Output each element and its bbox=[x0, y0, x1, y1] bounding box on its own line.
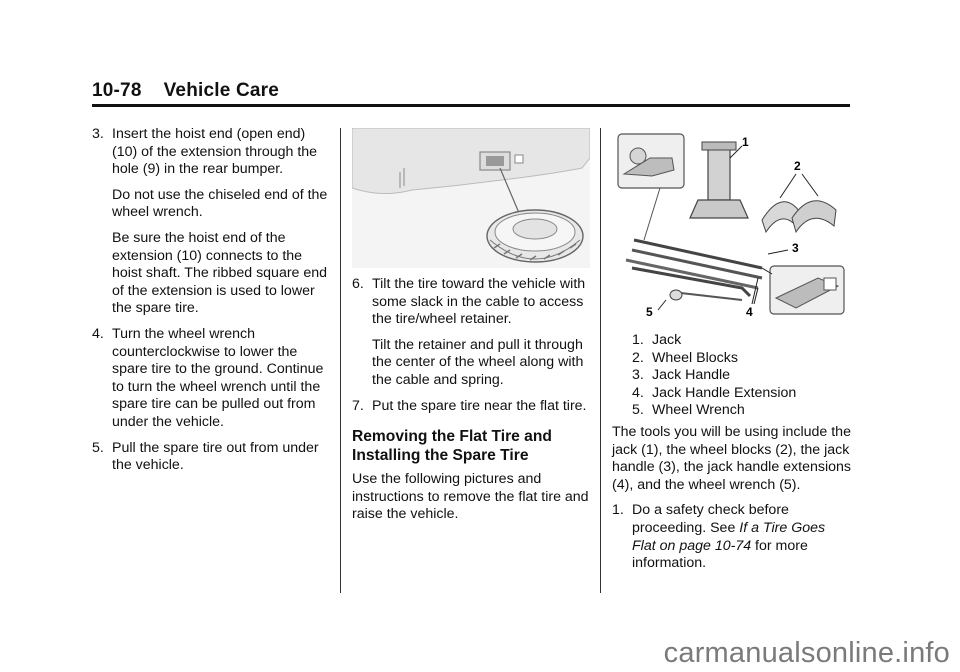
legend-item: 3. Jack Handle bbox=[632, 367, 731, 384]
step-6 bbox=[352, 276, 590, 329]
step-6-note: Tilt the retainer and pull it through the center of the wheel along with the cable and spring. bbox=[372, 336, 584, 388]
step-1 bbox=[612, 502, 852, 572]
step-number: 3. bbox=[92, 126, 104, 142]
step-3 bbox=[92, 126, 332, 179]
callout-2: 2 bbox=[794, 159, 801, 173]
step-number: 6. bbox=[352, 276, 364, 292]
step-4 bbox=[92, 326, 332, 432]
legend-item: 1. Jack bbox=[632, 332, 682, 348]
tools-illustration bbox=[612, 128, 852, 324]
step-number: 5. bbox=[92, 439, 104, 456]
column-1 bbox=[92, 126, 332, 475]
page-number: 10-78 bbox=[92, 80, 142, 101]
callout-3: 3 bbox=[792, 241, 799, 255]
step-5 bbox=[92, 440, 332, 475]
header-rule bbox=[92, 104, 850, 107]
tools-legend bbox=[632, 332, 852, 420]
tools-paragraph: The tools you will be using include the jack (1), the wheel blocks (2), the jack handle (3), the jack handle extensions (4), and the wheel wrench (5). bbox=[612, 423, 851, 493]
step-text: Insert the hoist end (open end) (10) of the extension through the hole (9) in the rear bumper. bbox=[112, 126, 318, 178]
tools-drawing bbox=[612, 128, 852, 324]
intro-paragraph: Use the following pictures and instructions to remove the flat tire and raise the vehicle. bbox=[352, 471, 589, 523]
column-divider-left bbox=[340, 128, 341, 593]
tire-drawing bbox=[352, 128, 590, 268]
legend-item: 5. Wheel Wrench bbox=[632, 402, 745, 419]
step-7 bbox=[352, 398, 590, 416]
legend-item: 4. Jack Handle Extension bbox=[632, 384, 797, 401]
section-heading: Removing the Flat Tire and Installing the Spare Tire bbox=[352, 428, 552, 465]
step-number: 4. bbox=[92, 325, 104, 342]
section-title: Vehicle Care bbox=[163, 80, 280, 101]
legend-item: 2. Wheel Blocks bbox=[632, 349, 738, 366]
column-3 bbox=[612, 332, 852, 573]
step-3-note-2: Be sure the hoist end of the extension (10) connects to the hoist shaft. The ribbed square end of the extension is used to lower the spare tire. bbox=[112, 229, 328, 317]
callout-5: 5 bbox=[646, 305, 653, 319]
step-text: Tilt the tire toward the vehicle with some slack in the cable to access the tire/wheel retainer. bbox=[372, 276, 586, 328]
step-number: 1. bbox=[612, 502, 624, 519]
column-2 bbox=[352, 276, 590, 524]
step-text: Pull the spare tire out from under the vehicle. bbox=[112, 439, 319, 474]
step-3-note-1: Do not use the chiseled end of the wheel wrench. bbox=[112, 186, 328, 221]
column-divider-right bbox=[600, 128, 601, 593]
callout-4: 4 bbox=[746, 305, 753, 319]
step-number: 7. bbox=[352, 397, 364, 414]
page-header bbox=[92, 80, 279, 102]
step-text: Do a safety check before proceeding. See If a Tire Goes Flat on page 10-74 for more information. bbox=[632, 502, 826, 572]
watermark: carmanualsonline.info bbox=[663, 637, 950, 669]
step-text: Turn the wheel wrench counterclockwise to lower the spare tire to the ground. Continue to turn the wheel wrench until the spare tire can be pulled out from under the vehicle. bbox=[112, 325, 324, 430]
callout-1: 1 bbox=[742, 135, 749, 149]
spare-tire-illustration bbox=[352, 128, 590, 268]
cross-reference-link[interactable]: If a Tire Goes Flat on page 10-74 bbox=[632, 519, 826, 554]
step-text: Put the spare tire near the flat tire. bbox=[372, 397, 587, 414]
